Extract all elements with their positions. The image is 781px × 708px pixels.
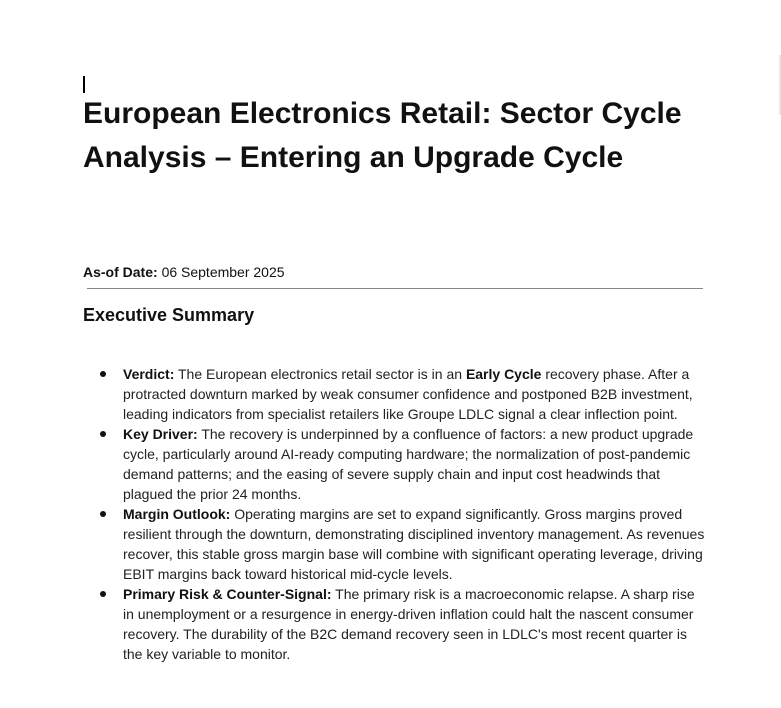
bullet-label: Verdict: [123,366,175,382]
bullet-emphasis: Early Cycle [465,366,542,382]
bullet-label: Key Driver: [123,426,198,442]
list-item [83,504,705,584]
section-heading: Executive Summary [83,305,255,325]
bullet-label: Margin Outlook: [123,506,231,522]
summary-list [83,364,705,664]
bullet-text: The primary risk is a macroeconomic relapse. A sharp rise in unemployment or a resurgence in energy-driven inflation could halt the nascent consumer recovery. The durability of the B2C demand recovery seen in LDLC's most recent quarter is the key variable to monitor. [123,586,695,662]
bullet-text: recovery phase. After a protracted downturn marked by weak consumer confidence and postponed B2B investment, leading indicators from specialist retailers like Groupe LDLC signal a clear inflection point. [123,366,693,422]
list-item [83,584,705,664]
text-cursor [83,76,85,93]
divider [87,288,703,289]
list-item [83,424,705,504]
list-item [83,364,705,424]
bullet-text: Operating margins are set to expand significantly. Gross margins proved resilient through the downturn, demonstrating disciplined inventory management. As revenues recover, this stable gross margin base will combine with significant operating leverage, driving EBIT margins back toward historical mid-cycle levels. [123,506,705,582]
bullet-label: Primary Risk & Counter-Signal: [123,586,332,602]
as-of-date [83,263,285,281]
document-title: European Electronics Retail: Sector Cycle Analysis – Entering an Upgrade Cycle [83,97,682,174]
bullet-text: The recovery is underpinned by a confluence of factors: a new product upgrade cycle, particularly around AI-ready computing hardware; the normalization of post-pandemic demand patterns; and the easing of severe supply chain and input cost headwinds that plagued the prior 24 months. [123,426,694,502]
as-of-value: 06 September 2025 [161,264,285,280]
bullet-text: The European electronics retail sector is in an [178,366,466,382]
as-of-label: As-of Date: [83,264,158,280]
